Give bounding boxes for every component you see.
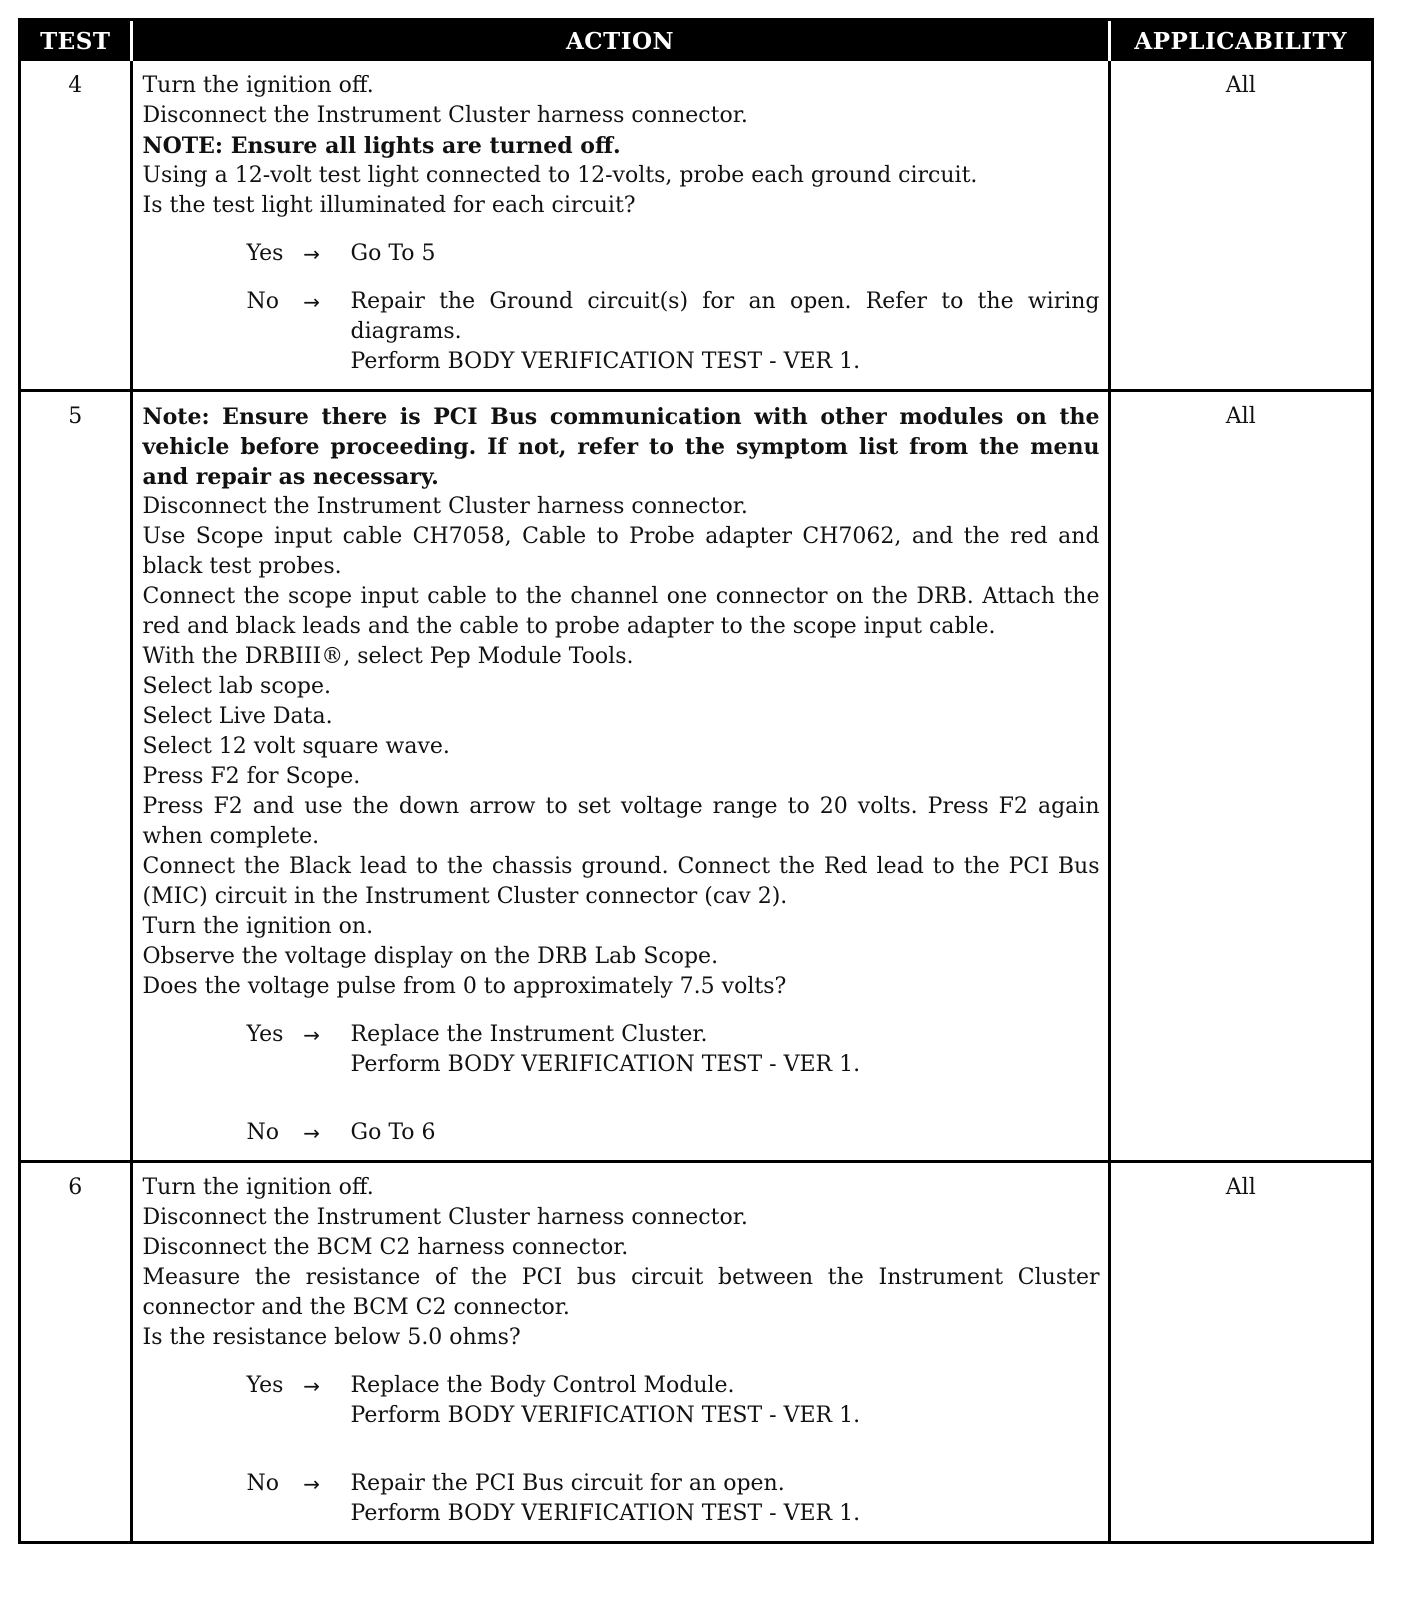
no-label: No — [246, 1120, 279, 1145]
yes-outcome — [143, 1020, 1100, 1080]
table-body — [21, 61, 1371, 1541]
instruction-line: Is the test light illuminated for each circuit? — [142, 193, 636, 218]
no-label: No — [246, 289, 279, 314]
applicability-value: All — [1109, 391, 1371, 1162]
no-label-group — [247, 1469, 351, 1529]
instruction-line: Disconnect the Instrument Cluster harness connector. — [142, 103, 748, 128]
instruction-line: Does the voltage pulse from 0 to approximately 7.5 volts? — [142, 974, 787, 999]
diagnostic-table-frame — [18, 18, 1374, 1544]
no-result-text — [351, 287, 1100, 377]
instruction-line: Observe the voltage display on the DRB Lab Scope. — [142, 944, 719, 969]
instruction-line: Disconnect the Instrument Cluster harness connector. — [142, 494, 748, 519]
no-result-text — [351, 1118, 1100, 1148]
no-label: No — [246, 1471, 279, 1496]
table-row — [21, 61, 1371, 391]
header-action: ACTION — [131, 21, 1109, 61]
result-line: Go To 5 — [350, 241, 436, 266]
yes-label: Yes — [246, 241, 284, 266]
yes-label: Yes — [246, 1373, 284, 1398]
yes-label-group — [247, 1371, 351, 1431]
table-row — [21, 391, 1371, 1162]
result-line: Replace the Body Control Module. — [350, 1373, 735, 1398]
test-number: 5 — [21, 391, 131, 1162]
right-arrow-icon: → — [303, 1121, 320, 1145]
result-line: Replace the Instrument Cluster. — [350, 1022, 708, 1047]
right-arrow-icon: → — [303, 242, 320, 266]
right-arrow-icon: → — [303, 1472, 320, 1496]
instruction-line: Use Scope input cable CH7058, Cable to Probe adapter CH7062, and the red and black test probes. — [142, 524, 1100, 579]
instruction-line: Select lab scope. — [142, 674, 331, 699]
yes-outcome — [143, 1371, 1100, 1431]
instruction-line: Turn the ignition off. — [142, 1175, 374, 1200]
result-line: Repair the Ground circuit(s) for an open. Refer to the wiring diagrams. — [350, 289, 1100, 344]
yes-result-text — [351, 239, 1100, 269]
header-applicability: APPLICABILITY — [1109, 21, 1371, 61]
instruction-line: Using a 12-volt test light connected to 12-volts, probe each ground circuit. — [142, 163, 978, 188]
test-number: 6 — [21, 1162, 131, 1542]
instruction-line: Connect the scope input cable to the channel one connector on the DRB. Attach the red and black leads and the cable to probe adapter to the scope input cable. — [142, 584, 1100, 639]
no-result-text — [351, 1469, 1100, 1529]
no-outcome — [143, 1469, 1100, 1529]
diagnostic-table — [21, 21, 1371, 1541]
note-text: NOTE: Ensure all lights are turned off. — [142, 133, 621, 159]
applicability-value: All — [1109, 1162, 1371, 1542]
instruction-line: Disconnect the Instrument Cluster harness connector. — [142, 1205, 748, 1230]
table-row — [21, 1162, 1371, 1542]
header-test: TEST — [21, 21, 131, 61]
table-header — [21, 21, 1371, 61]
yes-label: Yes — [246, 1022, 284, 1047]
instruction-line: Select 12 volt square wave. — [142, 734, 450, 759]
yes-outcome — [143, 239, 1100, 269]
test-number: 4 — [21, 61, 131, 391]
right-arrow-icon: → — [303, 1374, 320, 1398]
instruction-line: Turn the ignition off. — [142, 73, 374, 98]
yes-result-text — [351, 1371, 1100, 1431]
result-line: Perform BODY VERIFICATION TEST - VER 1. — [350, 349, 861, 374]
instruction-line: Disconnect the BCM C2 harness connector. — [142, 1235, 629, 1260]
right-arrow-icon: → — [303, 290, 320, 314]
yes-label-group — [247, 239, 351, 269]
applicability-value: All — [1225, 73, 1256, 98]
yes-label-group — [247, 1020, 351, 1080]
result-line: Go To 6 — [350, 1120, 436, 1145]
no-label-group — [247, 287, 351, 377]
yes-result-text — [351, 1020, 1100, 1080]
action-cell — [131, 391, 1109, 1162]
instruction-line: Turn the ignition on. — [142, 914, 374, 939]
no-outcome — [143, 287, 1100, 377]
result-line: Perform BODY VERIFICATION TEST - VER 1. — [350, 1052, 861, 1077]
instruction-line: Press F2 for Scope. — [142, 764, 361, 789]
instruction-line: Is the resistance below 5.0 ohms? — [142, 1325, 521, 1350]
instruction-line: Measure the resistance of the PCI bus circuit between the Instrument Cluster connector and the BCM C2 connector. — [142, 1265, 1100, 1320]
note-text: Note: Ensure there is PCI Bus communication with other modules on the vehicle before proceeding. If not, refer to the symptom list from the menu and repair as necessary. — [142, 404, 1100, 490]
right-arrow-icon: → — [303, 1023, 320, 1047]
instruction-line: Connect the Black lead to the chassis ground. Connect the Red lead to the PCI Bus (MIC) circuit in the Instrument Cluster connector (cav 2). — [142, 854, 1100, 909]
result-line: Repair the PCI Bus circuit for an open. — [350, 1471, 785, 1496]
no-outcome — [143, 1118, 1100, 1148]
instruction-line: With the DRBIII®, select Pep Module Tools. — [142, 644, 634, 669]
result-line: Perform BODY VERIFICATION TEST - VER 1. — [350, 1501, 861, 1526]
instruction-line: Press F2 and use the down arrow to set voltage range to 20 volts. Press F2 again when complete. — [142, 794, 1100, 849]
no-label-group — [247, 1118, 351, 1148]
instruction-line: Select Live Data. — [142, 704, 333, 729]
result-line: Perform BODY VERIFICATION TEST - VER 1. — [350, 1403, 861, 1428]
action-cell — [131, 61, 1109, 391]
action-cell — [131, 1162, 1109, 1542]
